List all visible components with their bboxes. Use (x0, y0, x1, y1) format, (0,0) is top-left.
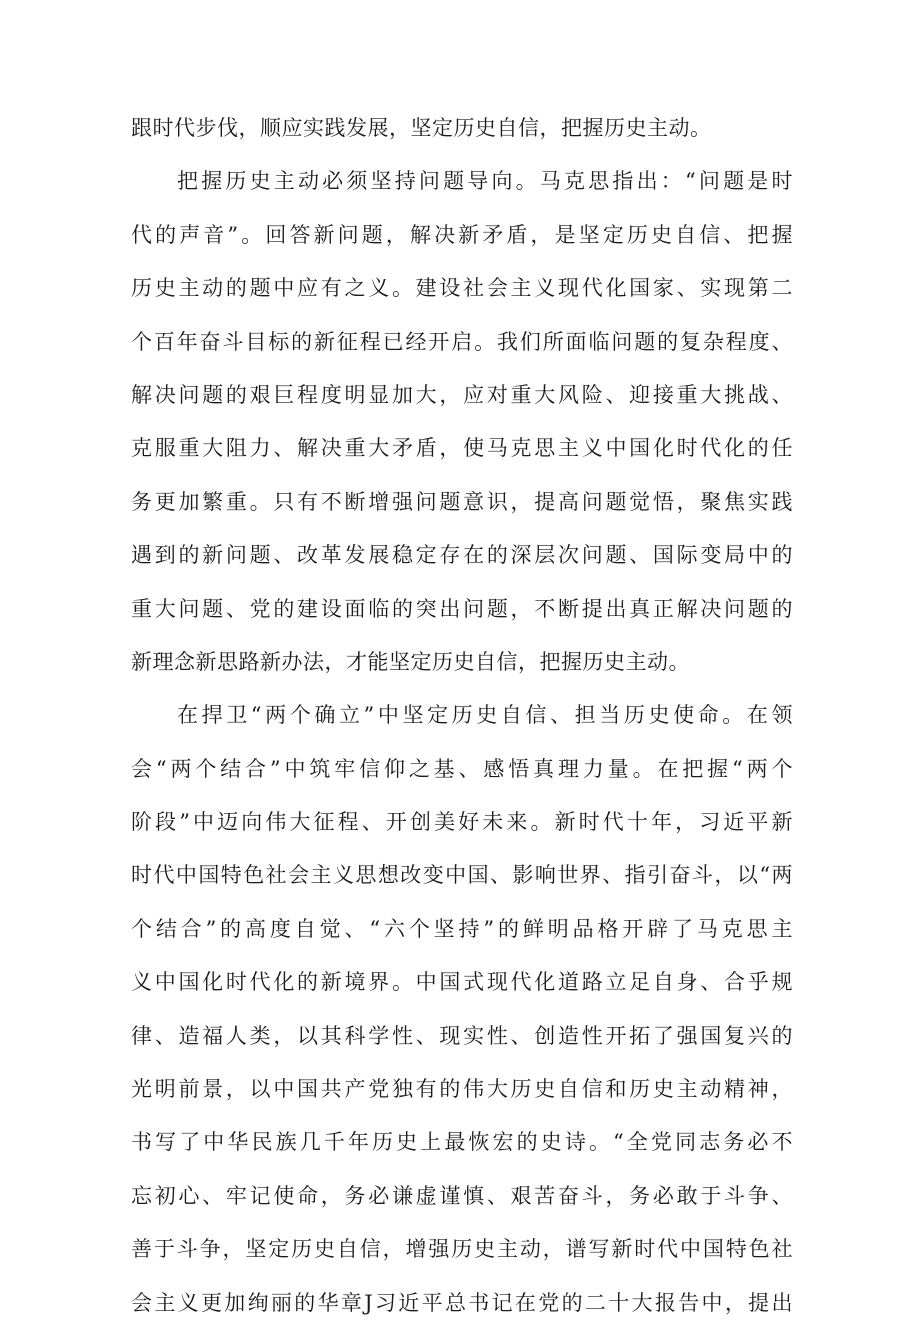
text-line: 解决问题的艰巨程度明显加大，应对重大风险、迎接重大挑战、 (131, 382, 793, 407)
text-line: 务更加繁重。只有不断增强问题意识，提高问题觉悟，聚焦实践 (131, 489, 793, 514)
text-line: 新理念新思路新办法，才能坚定历史自信，把握历史主动。 (131, 649, 690, 674)
text-line: 在捍卫“两个确立”中坚定历史自信、担当历史使命。在领 (177, 703, 793, 728)
text-line: 善于斗争，坚定历史自信，增强历史主动，谱写新时代中国特色社 (131, 1237, 793, 1262)
text-line: 律、造福人类，以其科学性、现实性、创造性开拓了强国复兴的 (131, 1023, 793, 1048)
text-line: 遇到的新问题、改革发展稳定存在的深层次问题、国际变局中的 (131, 543, 793, 568)
paragraph-continuation (131, 102, 793, 155)
paragraph-problem-orientation (131, 155, 793, 689)
document-page (131, 102, 793, 1330)
text-line: 书写了中华民族几千年历史上最恢宏的史诗。“全党同志务必不 (131, 1130, 793, 1155)
text-line: 阶段”中迈向伟大征程、开创美好未来。新时代十年，习近平新 (131, 810, 793, 835)
text-line: 代的声音”。回答新问题，解决新矛盾，是坚定历史自信、把握 (131, 222, 793, 247)
text-line: 光明前景，以中国共产党独有的伟大历史自信和历史主动精神， (131, 1077, 793, 1102)
text-line: 把握历史主动必须坚持问题导向。马克思指出：“问题是时 (177, 169, 793, 194)
text-line: 会主义更加绚丽的华章J习近平总书记在党的二十大报告中，提出 (131, 1290, 793, 1315)
text-line: 个百年奋斗目标的新征程已经开启。我们所面临问题的复杂程度、 (131, 329, 793, 354)
text-line: 个结合”的高度自觉、“六个坚持”的鲜明品格开辟了马克思主 (131, 916, 793, 941)
text-line: 历史主动的题中应有之义。建设社会主义现代化国家、实现第二 (131, 276, 793, 301)
text-line: 克服重大阻力、解决重大矛盾，使马克思主义中国化时代化的任 (131, 436, 793, 461)
paragraph-two-establishments (131, 689, 793, 1330)
text-line: 义中国化时代化的新境界。中国式现代化道路立足自身、合乎规 (131, 970, 793, 995)
text-line: 跟时代步伐，顺应实践发展，坚定历史自信，把握历史主动。 (131, 116, 712, 140)
text-line: 重大问题、党的建设面临的突出问题，不断提出真正解决问题的 (131, 596, 793, 621)
text-line: 忘初心、牢记使命，务必谦虚谨慎、艰苦奋斗，务必敢于斗争、 (131, 1183, 793, 1208)
text-line: 时代中国特色社会主义思想改变中国、影响世界、指引奋斗，以“两 (131, 863, 793, 888)
text-line: 会“两个结合”中筑牢信仰之基、感悟真理力量。在把握“两个 (131, 756, 793, 781)
